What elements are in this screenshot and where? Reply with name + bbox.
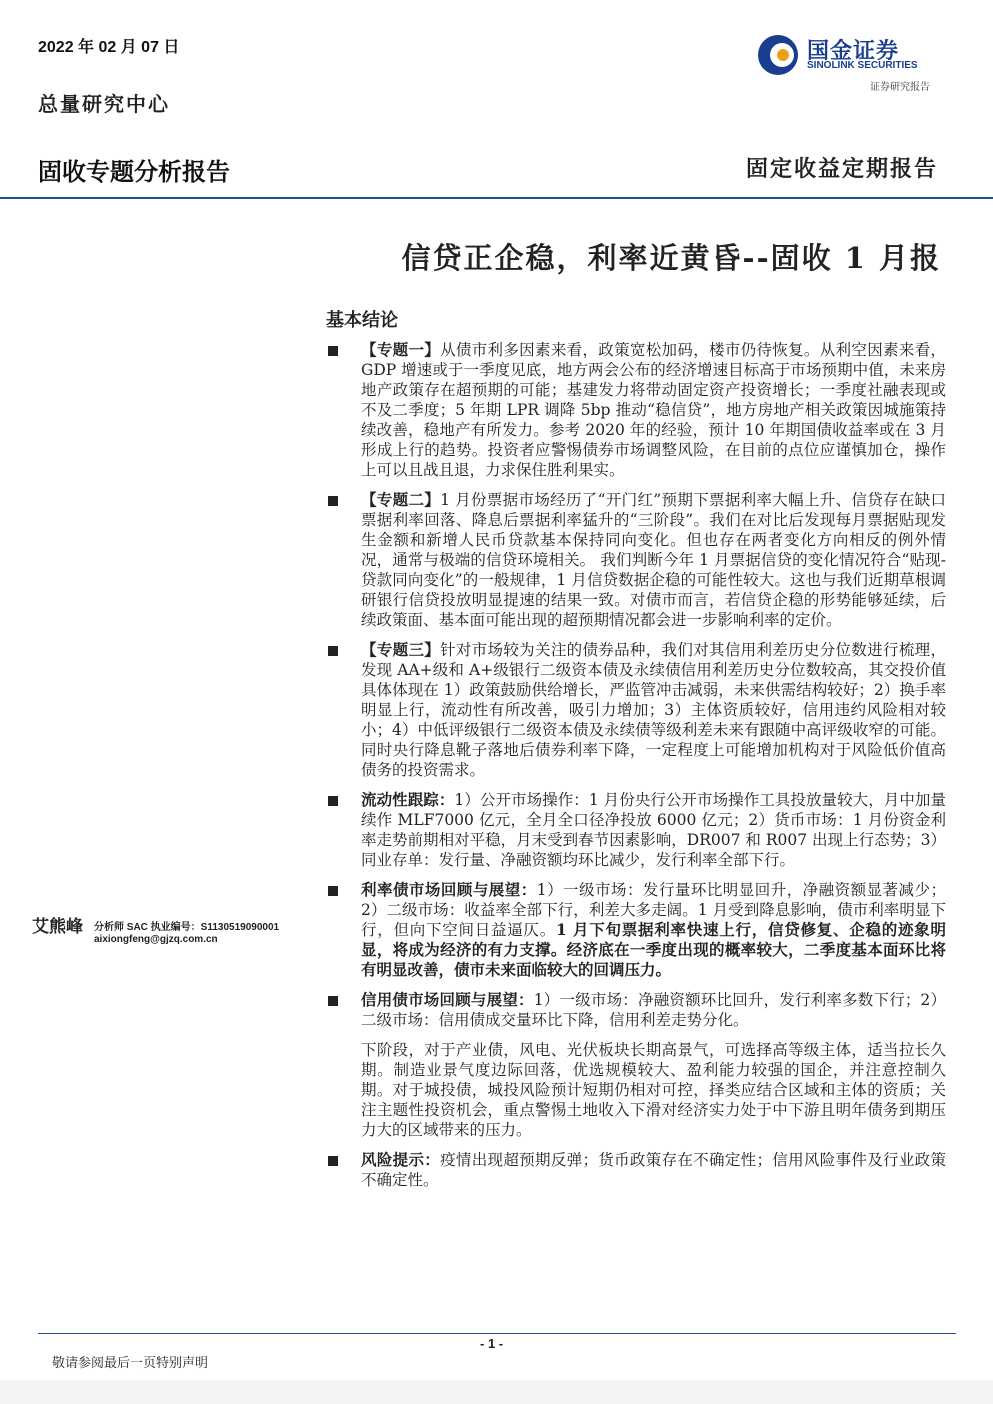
author-email: aixiongfeng@gjzq.com.cn bbox=[94, 934, 218, 945]
point-text: 1）一级市场：净融资额环比回升，发行利率多数下行；2）二级市场：信用债成交量环比下降，信用利差走势分化。 bbox=[361, 991, 946, 1029]
point-lead: 利率债市场回顾与展望： bbox=[361, 880, 537, 899]
point-lead: 流动性跟踪： bbox=[361, 790, 455, 809]
square-bullet-icon bbox=[328, 346, 338, 356]
list-item bbox=[326, 490, 946, 630]
section-heading: 基本结论 bbox=[326, 310, 398, 331]
research-center-label: 总量研究中心 bbox=[38, 92, 170, 116]
logo-chinese-name: 国金证券 bbox=[807, 38, 900, 63]
list-item bbox=[326, 1150, 946, 1190]
point-lead: 【专题三】 bbox=[361, 640, 441, 659]
report-period: 固定收益定期报告 bbox=[745, 156, 938, 182]
square-bullet-icon bbox=[328, 1156, 338, 1166]
point-lead: 信用债市场回顾与展望： bbox=[361, 990, 534, 1009]
point-text: 针对市场较为关注的债券品种，我们对其信用利差历史分位数进行梳理，发现 AA+级和 A+级银行二级资本债及永续债信用利差历史分位数较高，其交投价值具体体现在 1）政策鼓励供给增长，严监管冲击减弱，未来供需结构较好；2）换手率明显上行，流动性有所改善，吸引力增加；3）主体资质较好，信用违约风险相对较小；4）中低评级银行二级资本债及永续债等级利差未来有跟随中高评级收窄的可能。同时央行降息靴子落地后债券利率下降，一定程度上可能增加机构对于风险低价值高债务的投资需求。 bbox=[361, 641, 946, 779]
page-bottom-band bbox=[0, 1380, 993, 1404]
footer-divider bbox=[38, 1333, 956, 1334]
point-lead: 风险提示： bbox=[361, 1150, 441, 1169]
author-certification: 分析师 SAC 执业编号：S1130519090001 bbox=[94, 922, 280, 933]
report-title: 信贷正企稳，利率近黄昏--固收 1 月报 bbox=[401, 241, 941, 275]
point-text: 1 月份票据市场经历了“开门红”预期下票据利率大幅上升、信贷存在缺口票据利率回落、降息后票据利率猛升的“三阶段”。我们在对比后发现每月票据贴现发生金额和新增人民币贷款基本保持同向变化。但也存在两者变化方向相反的例外情况，通常与极端的信贷环境相关。 我们判断今年 1 月票据信贷的变化情况符合“贴现-贷款同向变化”的一般规律，1 月信贷数据企稳的可能性较大。这也与我们近期草根调研银行信贷投放明显提速的结果一致。对债市而言，若信贷企稳的形势能够延续，后续政策面、基本面可能出现的超预期情况都会进一步影响利率的定价。 bbox=[361, 491, 946, 629]
credit-outlook-text: 下阶段，对于产业债，风电、光伏板块长期高景气，可选择高等级主体，适当拉长久期。制造业景气度边际回落，优选规模较大、盈利能力较强的国企，并注意控制久期。对于城投债，城投风险预计短期仍相对可控，择类应结合区域和主体的资质；关注主题性投资机会，重点警惕土地收入下滑对经济实力处于中下游且明年债务到期压力大的区域带来的压力。 bbox=[361, 1041, 946, 1139]
point-text: 1）一级市场：发行量环比明显回升，净融资额显著减少；2）二级市场：收益率全部下行，利差大多走阔。1 月受到降息影响，债市利率明显下行，但向下空间日益逼仄。 bbox=[361, 881, 946, 939]
report-type: 固收专题分析报告 bbox=[38, 159, 230, 186]
report-date: 2022 年 02 月 07 日 bbox=[38, 39, 180, 56]
report-category-label: 证券研究报告 bbox=[870, 82, 930, 93]
author-name: 艾熊峰 bbox=[32, 917, 83, 937]
sinolink-logo-icon bbox=[755, 32, 801, 78]
point-lead: 【专题一】 bbox=[361, 340, 441, 359]
square-bullet-icon bbox=[328, 886, 338, 896]
page-number: - 1 - bbox=[480, 1336, 504, 1351]
square-bullet-icon bbox=[328, 796, 338, 806]
list-item bbox=[326, 640, 946, 780]
list-item-continuation bbox=[326, 1040, 946, 1140]
point-text: 从债市利多因素来看，政策宽松加码，楼市仍待恢复。从利空因素来看，GDP 增速或于一季度见底，地方两会公布的经济增速目标高于市场预期中值，未来房地产政策存在超预期的可能；基建发力将带动固定资产投资增长；一季度社融表现或不及二季度；5 年期 LPR 调降 5bp 推动“稳信贷”，地方房地产相关政策因城施策持续改善，稳地产有所发力。参考 2020 年的经验，预计 10 年期国债收益率或在 3 月形成上行的趋势。投资者应警惕债券市场调整风险，在目前的点位应谨慎加仓，操作上可以且战且退，力求保住胜利果实。 bbox=[361, 341, 946, 479]
square-bullet-icon bbox=[328, 996, 338, 1006]
company-logo bbox=[755, 30, 955, 80]
list-item bbox=[326, 340, 946, 480]
list-item bbox=[326, 790, 946, 870]
logo-english-name: SINOLINK SECURITIES bbox=[807, 60, 918, 71]
point-text: 1）公开市场操作：1 月份央行公开市场操作工具投放量较大，月中加量续作 MLF7000 亿元，全月全口径净投放 6000 亿元；2）货币市场：1 月份资金利率走势前期相对平稳，月末受到春节因素影响，DR007 和 R007 出现上行态势；3）同业存单：发行量、净融资额均环比减少，发行利率全部下行。 bbox=[361, 791, 946, 869]
disclaimer-note: 敬请参阅最后一页特别声明 bbox=[52, 1356, 209, 1371]
list-item bbox=[326, 990, 946, 1030]
list-item bbox=[326, 880, 946, 980]
point-lead: 【专题二】 bbox=[361, 490, 441, 509]
key-points-list bbox=[326, 340, 946, 1200]
square-bullet-icon bbox=[328, 646, 338, 656]
square-bullet-icon bbox=[328, 496, 338, 506]
point-emphasis: 1 月下旬票据利率快速上行，信贷修复、企稳的迹象明显，将成为经济的有力支撑。经济底在一季度出现的概率较大，二季度基本面环比将有明显改善，债市未来面临较大的回调压力。 bbox=[361, 920, 946, 979]
point-text: 疫情出现超预期反弹；货币政策存在不确定性；信用风险事件及行业政策不确定性。 bbox=[361, 1151, 946, 1189]
header-divider bbox=[0, 197, 993, 199]
